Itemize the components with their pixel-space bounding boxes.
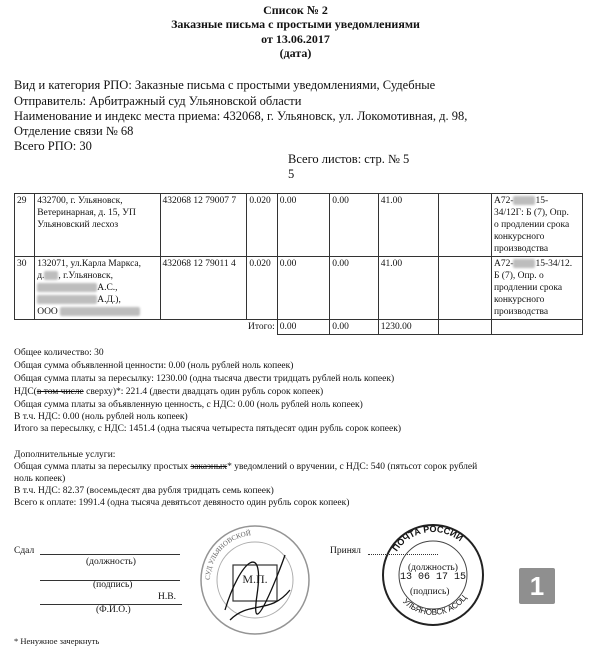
declared-value-vat-total: Общая сумма платы за объявленную ценность, с НДС: 0.00 (ноль рублей ноль копеек) bbox=[14, 400, 363, 410]
total-rpo-line: Всего РПО: 30 bbox=[14, 139, 92, 153]
document-subtitle: Заказные письма с простыми уведомлениями bbox=[171, 17, 420, 31]
row-number: 29 bbox=[15, 194, 35, 257]
notice-vat-line: В т.ч. НДС: 82.37 (восемьдесят два рубля тридцать семь копеек) bbox=[14, 486, 274, 496]
recipient-address: 432700, г. Ульяновск, Ветеринарная, д. 15, УП Ульяновский лесхоз bbox=[35, 194, 160, 257]
total-count-line: Общее количество: 30 bbox=[14, 348, 104, 358]
totals-cod: 0.00 bbox=[330, 320, 379, 335]
seal-icon bbox=[195, 520, 315, 640]
case-note: А72- 15-34/12. Б (7), Опр. о продлении срока конкурсного производства bbox=[491, 257, 582, 320]
weight: 0.020 bbox=[247, 257, 277, 320]
totals-postage: 1230.00 bbox=[378, 320, 439, 335]
grand-total-line: Всего к оплате: 1991.4 (одна тысяча девятьсот девяносто один рубль сорок копеек) bbox=[14, 498, 350, 508]
fio-caption: (Ф.И.О.) bbox=[96, 605, 131, 615]
fio-line: Н.В. bbox=[40, 592, 182, 605]
document-date: от 13.06.2017 bbox=[261, 32, 330, 46]
document-title: Список № 2 bbox=[263, 3, 328, 17]
stamp-bottom-text: УЛЬЯНОВСК АСОЦ bbox=[401, 593, 469, 617]
totals-row bbox=[15, 320, 583, 335]
table-row bbox=[15, 257, 583, 320]
postage-total: Общая сумма платы за пересылку: 1230.00 (одна тысяча двести тридцать рублей ноль копеек) bbox=[14, 374, 395, 384]
svg-text:ПОЧТА РОССИИ bbox=[390, 524, 465, 553]
seal-center-text: М.П. bbox=[242, 572, 268, 586]
page-badge: 1 bbox=[519, 568, 555, 604]
totals-label: Итого: bbox=[248, 322, 275, 332]
vat-line: НДС(в том числе сверху)*: 221.4 (двести двадцать один рубль сорок копеек) bbox=[14, 387, 324, 397]
weight: 0.020 bbox=[247, 194, 277, 257]
declared-value: 0.00 bbox=[277, 257, 330, 320]
date-caption: (дата) bbox=[279, 46, 312, 60]
accepted-signature-caption: (подпись) bbox=[410, 587, 450, 597]
cod-amount: 0.00 bbox=[330, 257, 379, 320]
declared-value-total: Общая сумма объявленной ценности: 0.00 (ноль рублей ноль копеек) bbox=[14, 361, 294, 371]
sheets-value: 5 bbox=[288, 167, 295, 181]
cod-amount: 0.00 bbox=[330, 194, 379, 257]
notice-fee-line-cont: ноль копеек) bbox=[14, 474, 66, 484]
tracking-number: 432068 12 79011 4 bbox=[160, 257, 247, 320]
seal-ring-text: СУД УЛЬЯНОВСКОЙ bbox=[203, 529, 252, 581]
tracking-number: 432068 12 79007 7 bbox=[160, 194, 247, 257]
vat-zero-line: В т.ч. НДС: 0.00 (ноль рублей ноль копеек) bbox=[14, 412, 188, 422]
case-note: А72- 15- 34/12Г: Б (7), Опр. о продлении срока конкурсного производства bbox=[491, 194, 582, 257]
handed-position-line bbox=[40, 542, 180, 555]
post-stamp-icon bbox=[378, 520, 488, 630]
totals-declared: 0.00 bbox=[277, 320, 330, 335]
accepted-label: Принял bbox=[330, 546, 361, 556]
postage-fee: 41.00 bbox=[378, 257, 439, 320]
svg-text:УЛЬЯНОВСК АСОЦ bbox=[401, 593, 468, 617]
sheets-label: Всего листов: стр. № 5 bbox=[288, 152, 410, 166]
recipient-address: 132071, ул.Карла Маркса, д. , г.Ульяновск, А.С., А.Д.), ООО bbox=[35, 257, 160, 320]
court-seal bbox=[195, 520, 315, 640]
stamp-top-text: ПОЧТА РОССИИ bbox=[390, 524, 465, 554]
empty-cell bbox=[439, 257, 492, 320]
row-number: 30 bbox=[15, 257, 35, 320]
accepted-position-caption: (должность) bbox=[408, 563, 458, 573]
position-caption: (должность) bbox=[86, 557, 136, 567]
totals-empty bbox=[439, 320, 492, 335]
post-office-line: Отделение связи № 68 bbox=[14, 124, 134, 138]
footnote: * Ненужное зачеркнуть bbox=[14, 636, 100, 646]
handed-over-label: Сдал bbox=[14, 546, 35, 556]
postage-with-vat-total: Итого за пересылку, с НДС: 1451.4 (одна тысяча четыреста пятьдесят один рубль сорок копеек) bbox=[14, 424, 401, 434]
signature-caption: (подпись) bbox=[93, 580, 133, 590]
post-stamp bbox=[378, 520, 488, 630]
sender-line: Отправитель: Арбитражный суд Ульяновской области bbox=[14, 94, 302, 108]
stamp-date: 13 06 17 15 bbox=[399, 572, 467, 583]
declared-value: 0.00 bbox=[277, 194, 330, 257]
table-row bbox=[15, 194, 583, 257]
totals-note bbox=[491, 320, 582, 335]
rpo-type-line: Вид и категория РПО: Заказные письма с простыми уведомлениями, Судебные bbox=[14, 78, 436, 92]
postage-fee: 41.00 bbox=[378, 194, 439, 257]
rpo-table bbox=[14, 193, 583, 335]
empty-cell bbox=[439, 194, 492, 257]
extra-services-heading: Дополнительные услуги: bbox=[14, 450, 116, 460]
acceptance-place-line: Наименование и индекс места приема: 432068, г. Ульяновск, ул. Локомотивная, д. 98, bbox=[14, 109, 468, 123]
notice-fee-line: Общая сумма платы за пересылку простых заказных* уведомлений о вручении, с НДС: 540 (пятьсот сорок рублей bbox=[14, 462, 478, 472]
